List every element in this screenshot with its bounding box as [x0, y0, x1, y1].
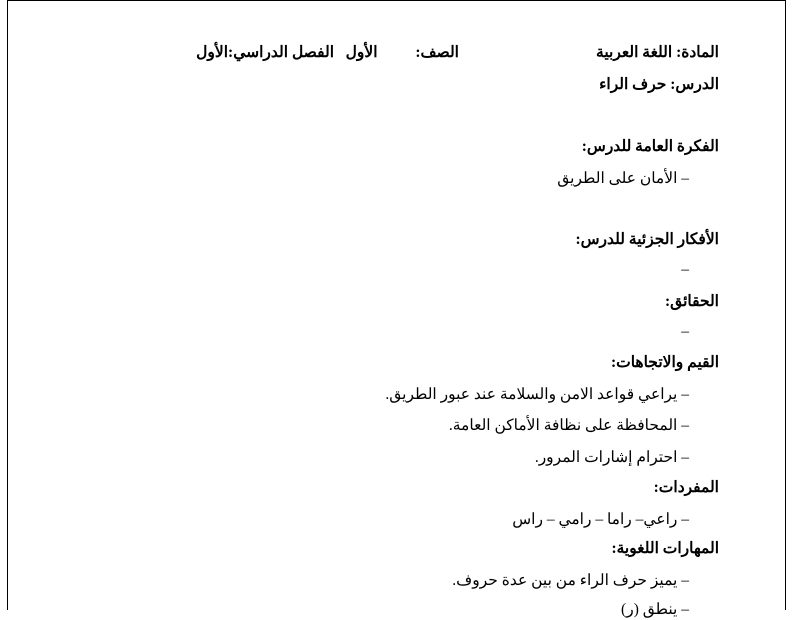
grade-value: الأول [345, 44, 378, 61]
lesson-label: الدرس: [670, 76, 719, 93]
semester-label: الفصل الدراسي: [228, 44, 334, 61]
grade-label: الصف: [415, 44, 459, 61]
general-idea-item: – الأمان على الطريق [557, 170, 689, 187]
facts-title: الحقائق: [664, 293, 719, 310]
vocabulary-title: المفردات: [653, 479, 719, 496]
values-title: القيم والاتجاهات: [610, 354, 719, 371]
subject-label: المادة: [676, 44, 719, 61]
subject-field [596, 43, 719, 63]
skills-title: المهارات اللغوية: [611, 540, 719, 557]
lesson-field [599, 75, 719, 95]
sub-ideas-item: – [681, 261, 689, 278]
values-item: – يراعي قواعد الامن والسلامة عند عبور الطريق. [385, 386, 689, 403]
facts-item: – [681, 323, 689, 340]
values-item: – احترام إشارات المرور. [534, 449, 689, 466]
lesson-value: حرف الراء [599, 76, 667, 93]
grade-field [346, 43, 459, 63]
general-idea-title: الفكرة العامة للدرس: [581, 138, 719, 155]
subject-value: اللغة العربية [596, 44, 673, 61]
skills-item: – يميز حرف الراء من بين عدة حروف. [452, 572, 689, 589]
skills-item: – ينطق (ر) [621, 601, 689, 618]
semester-field [196, 43, 334, 63]
sub-ideas-title: الأفكار الجزئية للدرس: [575, 231, 719, 248]
values-item: – المحافظة على نظافة الأماكن العامة. [448, 417, 689, 434]
vocabulary-item: – راعي– راما – رامي – راس [512, 511, 689, 528]
semester-value: الأول [196, 44, 229, 61]
